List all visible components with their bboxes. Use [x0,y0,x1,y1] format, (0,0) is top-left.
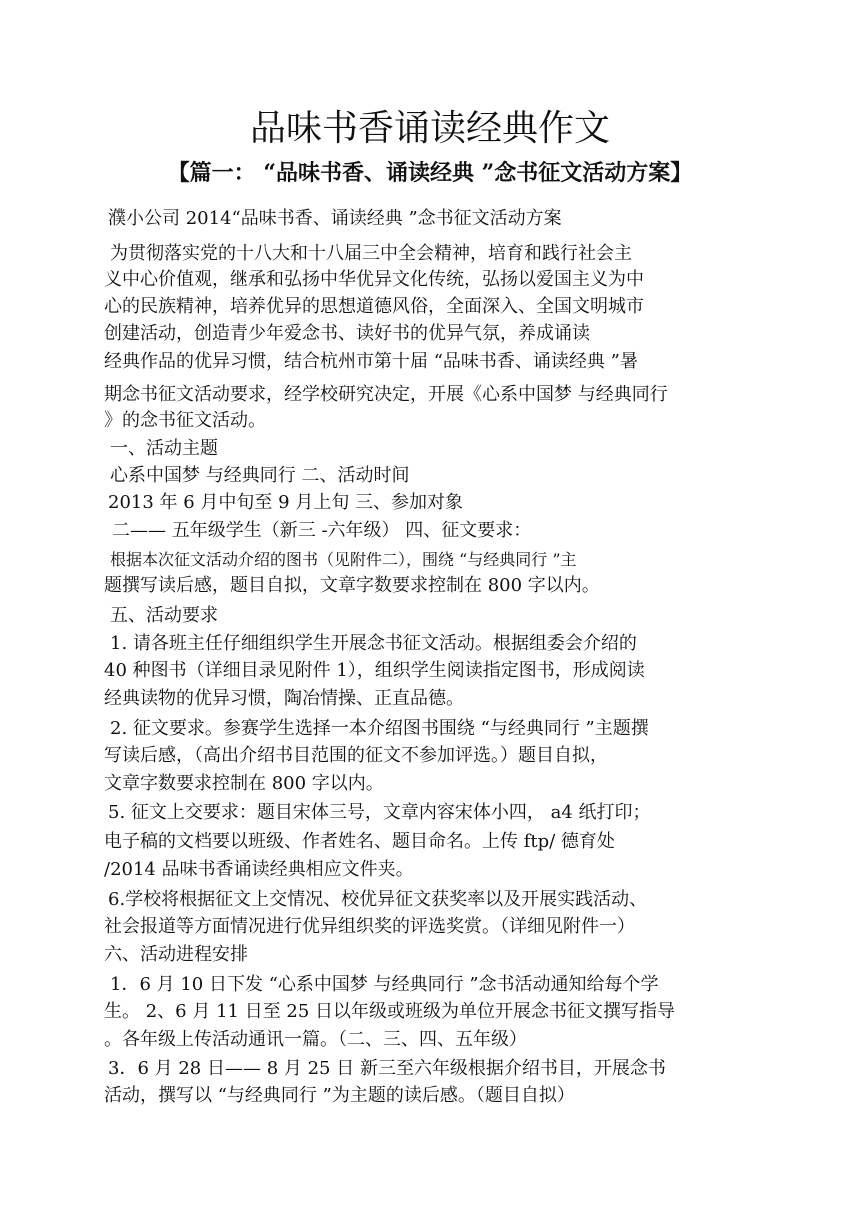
body-line: 。各年级上传活动通讯一篇。（二、三、四、五年级） [104,1029,527,1050]
body-line: 为贯彻落实党的十八大和十八届三中全会精神，培育和践行社会主 [110,243,632,264]
body-line: 6.学校将根据征文上交情况、校优异征文获奖率以及开展实践活动、 [108,889,648,910]
body-line: 濮小公司 2014“品味书香、诵读经典 ”念书征文活动方案 [108,208,562,229]
body-line: 经典读物的优异习惯，陶冶情操、正直品德。 [104,688,464,709]
body-line: 40 种图书（详细目录见附件 1），组织学生阅读指定图书，形成阅读 [104,660,645,681]
body-line: 活动，撰写以 “与经典同行 ”为主题的读后感。（题目自拟） [104,1085,575,1106]
document-title: 品味书香诵读经典作文 [249,108,610,149]
document-subtitle: 【篇一： “品味书香、诵读经典 ”念书征文活动方案】 [167,160,693,186]
body-line: 经典作品的优异习惯，结合杭州市第十届 “品味书香、诵读经典 ”暑 [104,351,638,372]
body-line: 2. 征文要求。参赛学生选择一本介绍图书围绕 “与经典同行 ”主题撰 [110,718,649,739]
body-line: 》的念书征文活动。 [104,410,266,431]
body-line: 文章字数要求控制在 800 字以内。 [104,773,384,794]
body-line: 心的民族精神，培养优异的思想道德风俗，全面深入、全国文明城市 [104,296,644,317]
body-line: 创建活动，创造青少年爱念书、读好书的优异气氛，养成诵读 [104,323,590,344]
body-line: 根据本次征文活动介绍的图书（见附件二），围绕 “与经典同行 ”主 [110,550,577,569]
body-line: 2013 年 6 月中旬至 9 月上旬 三、参加对象 [108,492,464,513]
body-line: 写读后感，（高出介绍书目范围的征文不参加评选。）题目自拟， [104,745,608,766]
body-line: 期念书征文活动要求，经学校研究决定，开展《心系中国梦 与经典同行 [104,384,668,405]
body-line: 3．6 月 28 日—— 8 月 25 日 新三至六年级根据介绍书目，开展念书 [108,1058,666,1079]
body-line: 1．6 月 10 日下发 “心系中国梦 与经典同行 ”念书活动通知给每个学 [110,974,659,995]
body-line: 五、活动要求 [110,605,218,626]
body-line: 生。 2、6 月 11 日至 25 日以年级或班级为单位开展念书征文撰写指导 [104,1001,676,1022]
body-line: 二—— 五年级学生（新三 -六年级） 四、征文要求： [112,520,532,541]
body-line: 题撰写读后感，题目自拟，文章字数要求控制在 800 字以内。 [104,575,600,596]
body-line: 1. 请各班主任仔细组织学生开展念书征文活动。根据组委会介绍的 [110,633,637,654]
body-line: 六、活动进程安排 [104,944,248,965]
body-line: 社会报道等方面情况进行优异组织奖的评选奖赏。（详细见附件一） [104,916,635,937]
body-line: 电子稿的文档要以班级、作者姓名、题目命名。上传 ftp/ 德育处 [104,831,615,852]
body-line: 5. 征文上交要求：题目宋体三号，文章内容宋体小四， a4 纸打印； [108,802,651,823]
body-line: /2014 品味书香诵读经典相应文件夹。 [104,859,414,880]
body-line: 一、活动主题 [110,438,218,459]
body-line: 义中心价值观，继承和弘扬中华优异文化传统，弘扬以爱国主义为中 [104,269,644,290]
body-line: 心系中国梦 与经典同行 二、活动时间 [110,465,410,486]
